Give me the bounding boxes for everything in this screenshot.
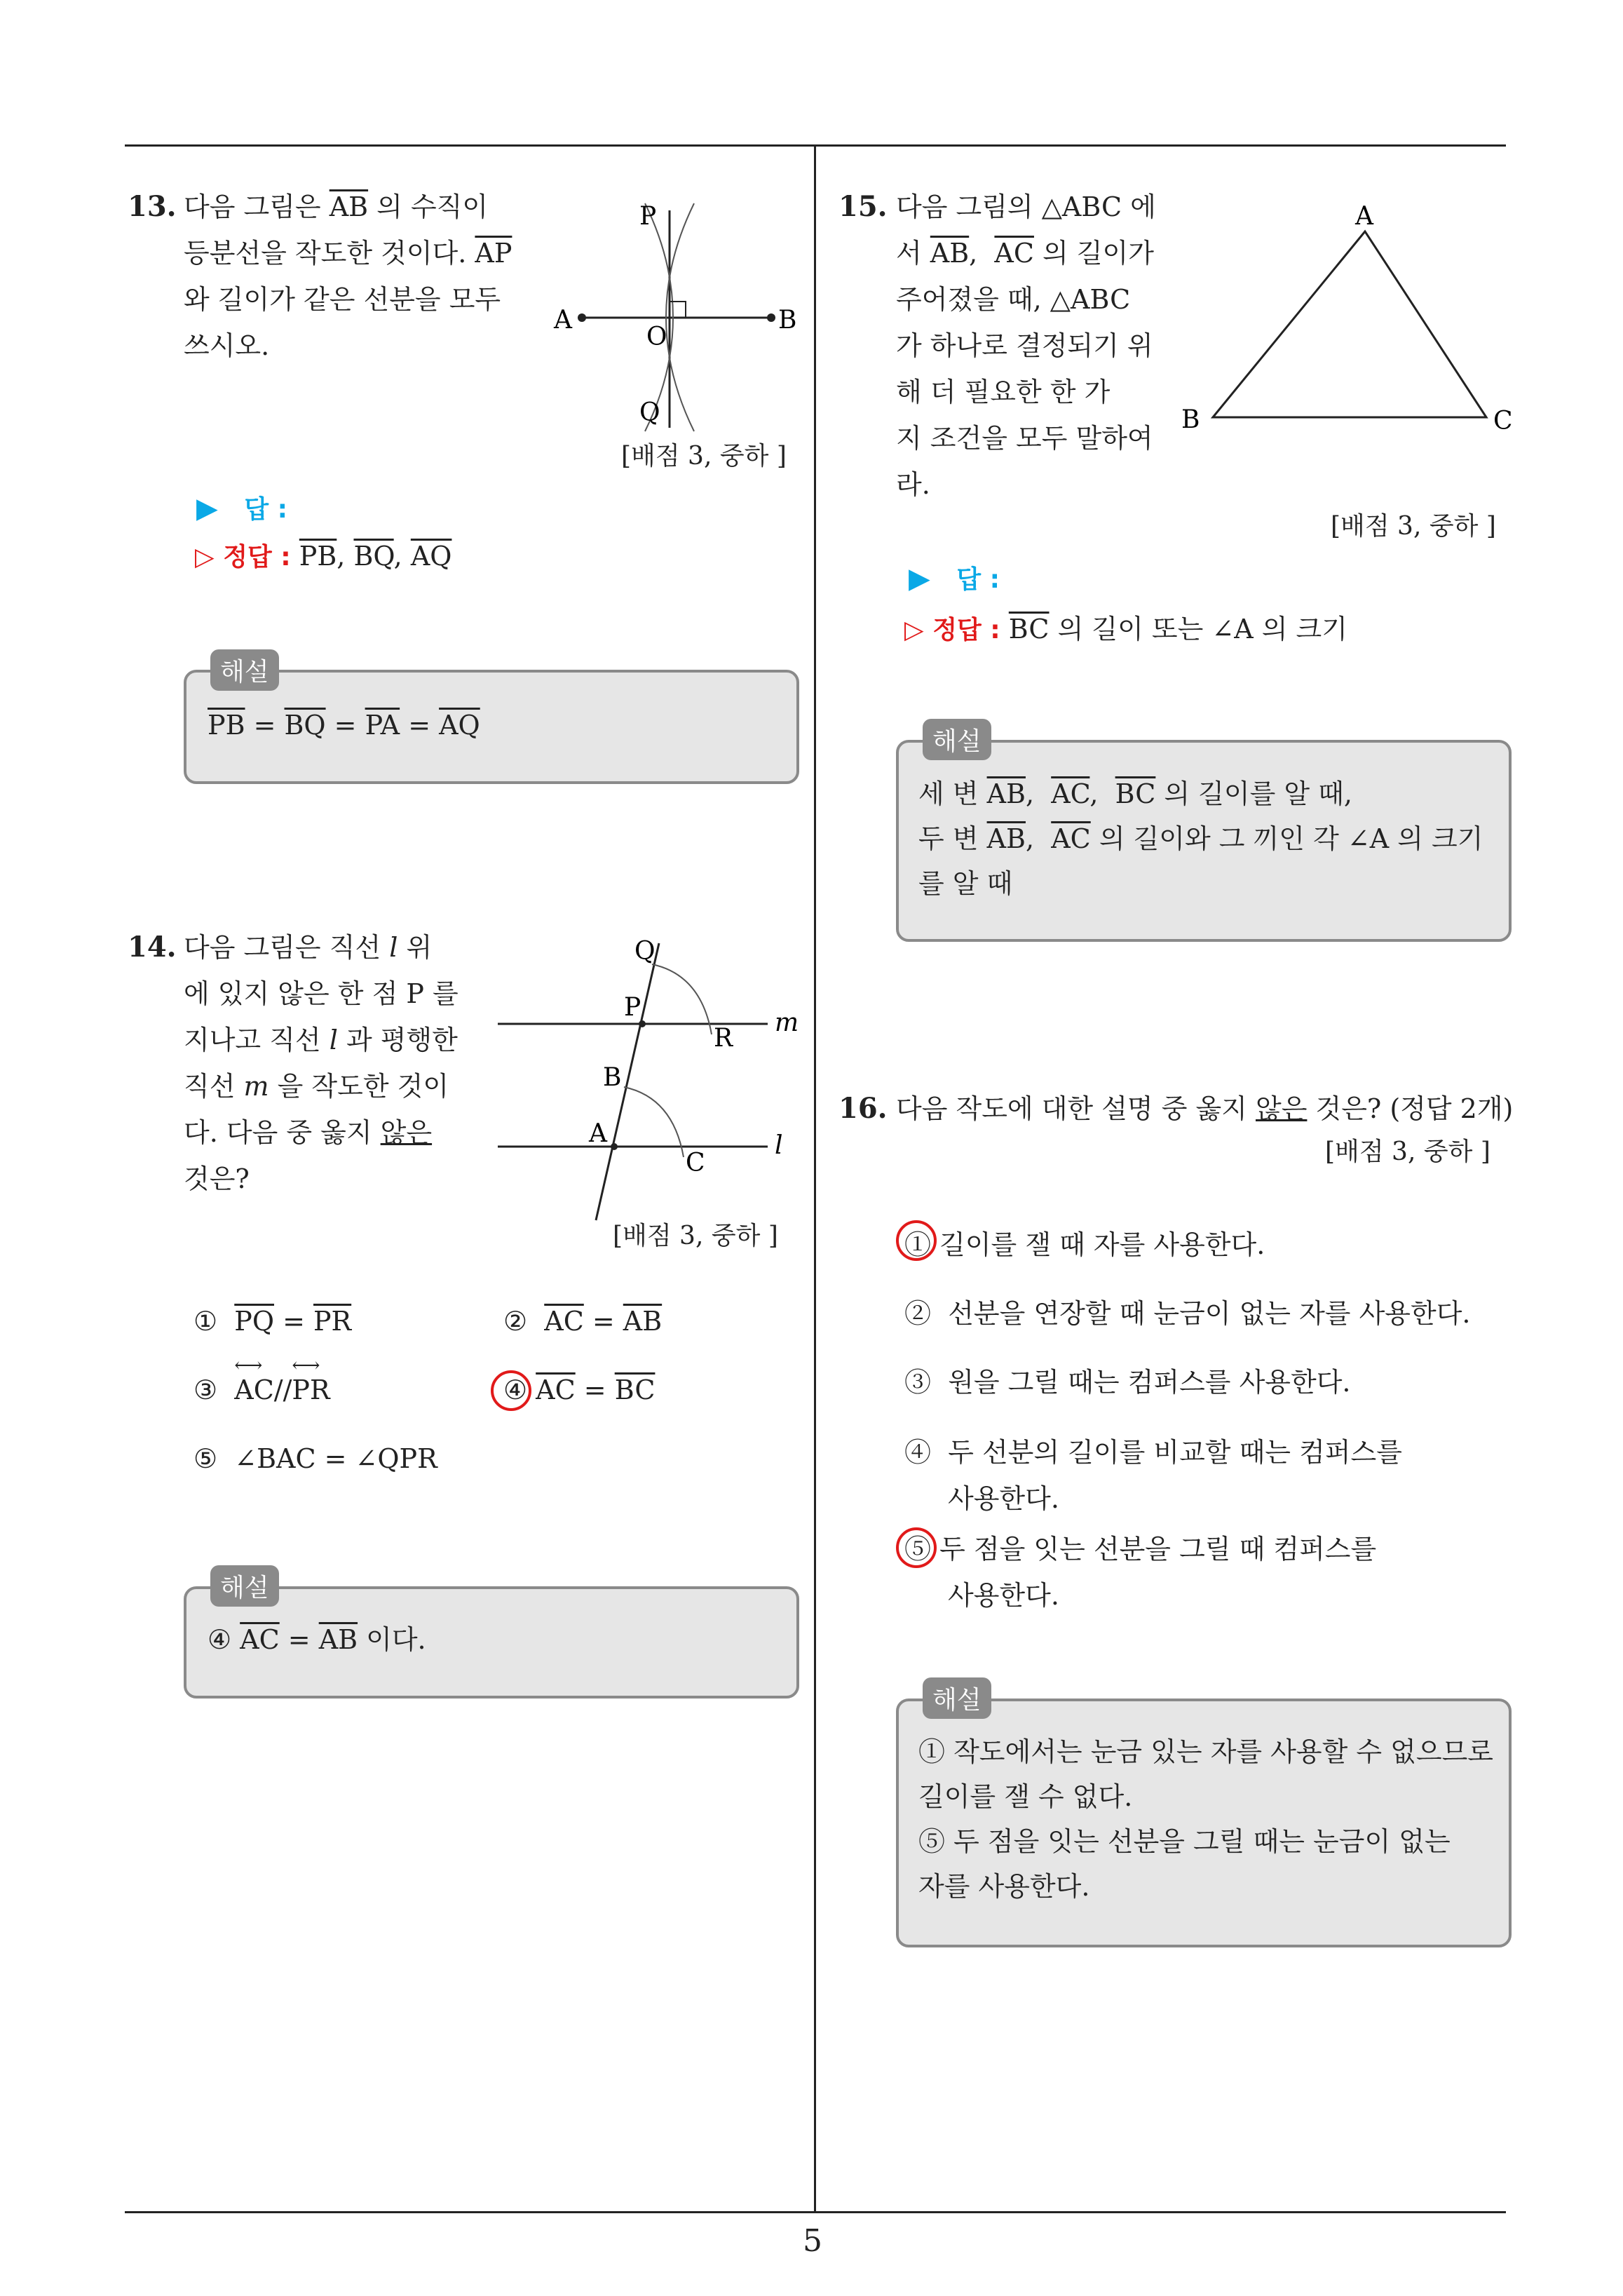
q14-choice-2[interactable]: ② $\overline{AC} = \overline{AB}$ <box>503 1306 663 1337</box>
q15-explanation: 세 변 $\overline{AB}$, $\overline{AC}$, $\overline{BC}$ 의 길이를 알 때, 두 변 $\overline{AB}$, $\overline{AC}$ 의 길이와 그 끼인 각 ∠A 의 크기 를 알 때 <box>918 778 1483 899</box>
q16-choice-5[interactable]: ⑤ 두 점을 잇는 선분을 그릴 때 컴퍼스를 사용한다. <box>904 1534 1377 1611</box>
q14-text: 다음 그림은 직선 l 위 에 있지 않은 한 점 P 를 지나고 직선 l 과 평행한 직선 m 을 작도한 것이 다. 다음 중 옳지 않은 것은? <box>184 932 459 1194</box>
q13-label-b: B <box>778 306 797 335</box>
q14-choice-5[interactable]: ⑤ ∠BAC = ∠QPR <box>193 1443 437 1474</box>
q13-explanation-tab: 해설 <box>210 649 279 691</box>
q14-figure <box>491 933 813 1227</box>
q14-explanation-tab: 해설 <box>210 1565 279 1607</box>
q16-answer-circle-1 <box>896 1220 937 1261</box>
q16-choice-3[interactable]: ③ 원을 그릴 때는 컴퍼스를 사용한다. <box>904 1367 1351 1398</box>
q13-label-p: P <box>639 202 657 231</box>
q16-choice-2[interactable]: ② 선분을 연장할 때 눈금이 없는 자를 사용한다. <box>904 1298 1471 1329</box>
q14-label-q: Q <box>634 937 656 966</box>
q15-label-b: B <box>1181 405 1200 434</box>
q16-number: 16. <box>838 1092 888 1125</box>
q15-label-a: A <box>1355 202 1373 231</box>
q15-figure <box>1178 196 1521 442</box>
q14-label-r: R <box>714 1024 733 1053</box>
q15-score: [배점 3, 중하 ] <box>1331 512 1496 541</box>
q13-number: 13. <box>128 190 177 223</box>
q16-explanation-tab: 해설 <box>923 1677 991 1719</box>
q14-label-m: m <box>775 1008 799 1037</box>
q14-label-p: P <box>624 993 641 1022</box>
q15-explanation-tab: 해설 <box>923 719 991 760</box>
q14-explanation: ④ $\overline{AC} = \overline{AB}$ 이다. <box>208 1624 426 1655</box>
q14-number: 14. <box>128 931 177 964</box>
q13-label-a: A <box>554 306 572 335</box>
q16-answer-circle-5 <box>896 1527 937 1568</box>
column-divider <box>814 144 816 2213</box>
q16-explanation: ① 작도에서는 눈금 있는 자를 사용할 수 없으므로 길이를 잴 수 없다. ⑤ 두 점을 잇는 선분을 그릴 때는 눈금이 없는 자를 사용한다. <box>918 1736 1494 1902</box>
q13-text: 다음 그림은 $\overline{AB}$ 의 수직이 등분선을 작도한 것이다. $\overline{AP}$ 와 길이가 같은 선분을 모두 쓰시오. <box>184 191 512 361</box>
q14-score: [배점 3, 중하 ] <box>613 1222 778 1250</box>
q13-label-o: O <box>646 323 667 351</box>
q14-label-b: B <box>603 1063 622 1092</box>
q15-label-c: C <box>1493 407 1513 435</box>
q14-answer-circle <box>491 1370 531 1411</box>
q13-score: [배점 3, 중하 ] <box>621 442 787 471</box>
q14-choice-4[interactable]: ④ $\overline{AC} = \overline{BC}$ <box>503 1375 656 1405</box>
page-number: 5 <box>803 2223 822 2259</box>
q14-choice-3[interactable]: ③ AC ⟷ //PR ⟷ <box>193 1353 330 1405</box>
bottom-rule <box>125 2211 1506 2213</box>
q16-choice-4[interactable]: ④ 두 선분의 길이를 비교할 때는 컴퍼스를 사용한다. <box>904 1437 1402 1514</box>
q13-explanation: $\overline{PB} = \overline{BQ} = \overline{PA} = \overline{AQ}$ <box>208 710 480 741</box>
q16-score: [배점 3, 중하 ] <box>1325 1137 1490 1166</box>
q16-text: 다음 작도에 대한 설명 중 옳지 않은 것은? (정답 2개) <box>896 1093 1514 1124</box>
q14-label-a: A <box>589 1119 607 1148</box>
q14-choice-1[interactable]: ① $\overline{PQ} = \overline{PR}$ <box>193 1306 352 1337</box>
q15-number: 15. <box>838 190 888 223</box>
q15-text: 다음 그림의 △ABC 에 서 $\overline{AB}$, $\overline{AC}$ 의 길이가 주어졌을 때, △ABC 가 하나로 결정되기 위 해 더 필요한 한 가 지 조건을 모두 말하여 라. <box>896 191 1156 500</box>
q14-label-c: C <box>686 1149 705 1177</box>
q16-choice-1[interactable]: ① 길이를 잴 때 자를 사용한다. <box>904 1229 1265 1260</box>
q13-label-q: Q <box>639 398 660 427</box>
q15-correct-answer: ▷ 정답 : $\overline{BC}$ 의 길이 또는 ∠A 의 크기 <box>904 614 1347 644</box>
q14-label-l: l <box>775 1131 783 1160</box>
q13-correct-answer: ▷ 정답 : $\overline{PB}$, $\overline{BQ}$, $\overline{AQ}$ <box>195 541 452 572</box>
q15-answer-label: ▶ 답 : <box>909 562 1000 595</box>
q13-answer-label: ▶ 답 : <box>196 492 288 525</box>
q13-figure <box>540 189 813 435</box>
